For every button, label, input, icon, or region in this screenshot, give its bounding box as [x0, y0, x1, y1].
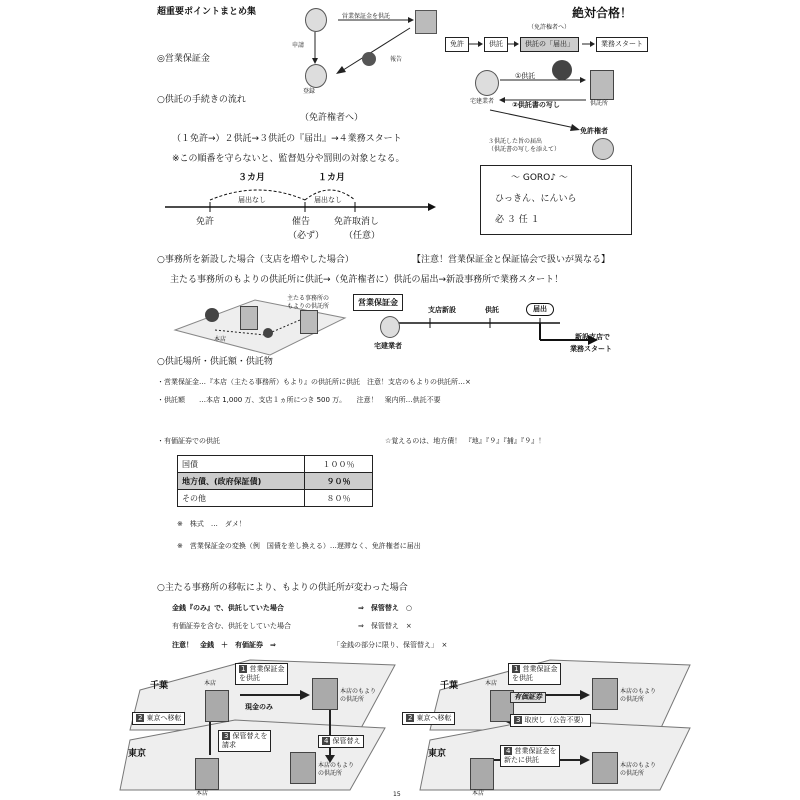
diagram-label: ３供託した旨の届出 （供託書の写しを添えて） [488, 138, 561, 153]
diagram-label: 供託所 [590, 100, 609, 107]
table-cell: その他 [178, 490, 305, 507]
rule-text: 「金銭の部分に限り、保管替え」 × [333, 641, 448, 649]
flow-sub: （免許権者へ） [300, 113, 364, 123]
section-heading: ○供託の手続きの流れ [157, 95, 246, 105]
securities-label: 有価証券 [510, 692, 546, 703]
mnemonic-line: 必 ３ 任 １ [495, 215, 540, 225]
mnemonic-line: 〜 GORO♪ 〜 [511, 173, 568, 183]
step-number: 1 [514, 665, 519, 673]
rule-text: 金銭『のみ』で、供託していた場合 [172, 604, 284, 612]
timeline-point: （任意） [344, 231, 381, 241]
step-label: 保管替え [332, 737, 361, 745]
rule-text: ⇒ 保管替え × [358, 622, 412, 630]
timeline-point: 免許取消し [334, 217, 380, 227]
timeline-point: 免許 [196, 217, 215, 227]
diagram-label: 届出 [526, 303, 554, 316]
table-row [178, 473, 373, 490]
step-box [510, 714, 591, 727]
diagram-label: 宅建業者 [374, 342, 402, 350]
warning-text: 【注意！営業保証金と保証協会で扱いが異なる】 [412, 255, 611, 265]
region-label: 千葉 [440, 681, 459, 691]
diagram-label: 本店のもより の供託所 [340, 688, 377, 703]
diagram-label: 本店のもより の供託所 [620, 762, 657, 777]
step-box [132, 712, 185, 725]
diagram-label: 本店 [485, 680, 498, 687]
step-label: 東京へ移転 [146, 714, 182, 722]
section-heading: ○主たる事務所の移転により、もよりの供託所が変わった場合 [157, 583, 408, 593]
diagram-label: 本店 [204, 680, 217, 687]
section-heading: ◎営業保証金 [157, 54, 210, 64]
step-box [235, 663, 288, 685]
body-text: ☆覚えるのは、地方債！ 『地』『９』『捕』『９』！ [385, 437, 546, 445]
money-bag-icon [362, 52, 376, 66]
step-box [500, 745, 560, 767]
step-number: 4 [324, 737, 329, 745]
table-cell: ８０％ [305, 490, 373, 507]
step-number: 4 [506, 747, 511, 755]
deposit-box: 営業保証金 [353, 294, 403, 311]
diagram-label: ②供託書の写し [512, 101, 560, 109]
flow-step-box: 供託の「届出」 [520, 37, 579, 52]
diagram-label: 本店のもより の供託所 [318, 762, 355, 777]
money-bag-icon [263, 328, 273, 338]
region-label: 東京 [128, 749, 147, 759]
mnemonic-box [480, 165, 632, 235]
mnemonic-line: ひっきん、にんいら [495, 194, 577, 204]
note-text: ※ 営業保証金の変換（例 国債を差し換える）…遅滞なく、免許権者に届出 [177, 542, 421, 550]
note-text: ※ 株式 … ダメ！ [177, 520, 246, 528]
body-text: ・供託額 …本店 1,000 万、支店１ヵ所につき 500 万。 注意！ 案内所…供託不要 [157, 396, 441, 404]
body-text: 主たる事務所のもよりの供託所に供託→（免許権者に）供託の届出→新設事務所で業務スタート！ [170, 275, 564, 285]
diagram-label: ①供託 [515, 72, 536, 80]
diagram-label: 支店新設 [428, 306, 456, 314]
body-text: ・営業保証金…『本店（主たる事務所）もより』の供託所に供託 注意！支店のもよりの供託所…× [157, 378, 471, 386]
building-icon [240, 306, 258, 330]
flow-step-box: 供託 [484, 37, 508, 52]
building-icon [312, 678, 338, 710]
flow-step-box: 業務スタート [596, 37, 648, 52]
building-icon [590, 70, 614, 100]
building-icon [592, 678, 618, 710]
diagram-label: 免許権者 [580, 127, 608, 135]
building-icon [415, 10, 437, 34]
agent-icon [475, 70, 499, 96]
region-label: 千葉 [150, 681, 169, 691]
flow-step-box: 免許 [445, 37, 469, 52]
diagram-label: 供託 [485, 306, 499, 314]
step-number: 2 [138, 714, 143, 722]
person-icon [305, 8, 327, 32]
step-label: 東京へ移転 [416, 714, 452, 722]
step-number: 2 [408, 714, 413, 722]
table-cell: ９０％ [305, 473, 373, 490]
timeline-label: ３カ月 [238, 173, 266, 183]
step-label: 営業保証金を 新たに供託 [504, 747, 557, 764]
note-text: ※この順番を守らないと、監督処分や罰則の対象となる。 [172, 154, 405, 164]
diagram-label: 報告 [390, 56, 403, 63]
step-number: 3 [224, 732, 229, 740]
step-label: 営業保証金 を供託 [512, 665, 558, 682]
timeline-label: 届出なし [314, 196, 342, 204]
rule-text: 注意！ 金銭 ＋ 有価証券 ⇒ [172, 641, 276, 649]
person-icon [305, 64, 327, 88]
region-label: 東京 [428, 749, 447, 759]
money-bag-icon [552, 60, 572, 80]
diagram-label: 本店のもより の供託所 [620, 688, 657, 703]
table-cell: 国債 [178, 456, 305, 473]
body-text: ・有価証券での供託 [157, 437, 220, 445]
building-icon [300, 310, 318, 334]
diagram-label: 登録 [303, 88, 316, 95]
step-label: 保管替えを 請求 [222, 732, 268, 749]
diagram-label: 新設支店で [575, 333, 610, 341]
rule-text: 有価証券を含む、供託をしていた場合 [172, 622, 291, 630]
timeline-label: １カ月 [318, 173, 346, 183]
pass-slogan: 絶対合格！ [572, 6, 633, 20]
building-icon [470, 758, 494, 790]
table-cell: １００％ [305, 456, 373, 473]
timeline-point: （必ず） [288, 231, 325, 241]
section-heading: ○供託場所・供託額・供託物 [157, 357, 273, 367]
cash-label: 現金のみ [245, 703, 273, 711]
step-box [402, 712, 455, 725]
rule-text: ⇒ 保管替え ○ [358, 604, 412, 612]
step-box [508, 663, 561, 685]
table-row [178, 456, 373, 473]
table-cell: 地方債、(政府保証債) [178, 473, 305, 490]
step-label: 営業保証金 を供託 [239, 665, 285, 682]
diagram-label: 本店 [472, 790, 485, 797]
step-number: 1 [241, 665, 246, 673]
table-row [178, 490, 373, 507]
step-number: 3 [516, 716, 521, 724]
page-number: 15 [393, 791, 401, 798]
diagram-label: 宅建業者 [470, 98, 495, 105]
building-icon [195, 758, 219, 790]
flow-text: （１免許→）２供託→３供託の『届出』→４業務スタート [172, 134, 402, 144]
building-icon [205, 690, 229, 722]
page-title: 超重要ポイントまとめ集 [157, 7, 257, 17]
agent-icon [380, 316, 400, 338]
securities-table [177, 455, 373, 507]
step-label: 取戻し（公告不要） [524, 716, 588, 724]
step-box [318, 735, 364, 748]
building-icon [592, 752, 618, 784]
diagram-label: 本店 [214, 336, 227, 343]
diagram-label: 主たる事務所のもよりの供託所 [287, 295, 330, 310]
diagram-label: 業務スタート [570, 345, 612, 353]
diagram-label: 営業保証金を供託 [342, 13, 391, 20]
person-icon [592, 138, 614, 160]
money-bag-icon [205, 308, 219, 322]
building-icon [290, 752, 316, 784]
timeline-label: 届出なし [238, 196, 266, 204]
diagram-label: 本店 [196, 790, 209, 797]
flow-sub: （免許権者へ） [528, 24, 571, 31]
timeline-point: 催告 [292, 217, 311, 227]
section-heading: ○事務所を新設した場合（支店を増やした場合） [157, 255, 354, 265]
diagram-label: 申請 [292, 42, 305, 49]
step-box [218, 730, 271, 752]
